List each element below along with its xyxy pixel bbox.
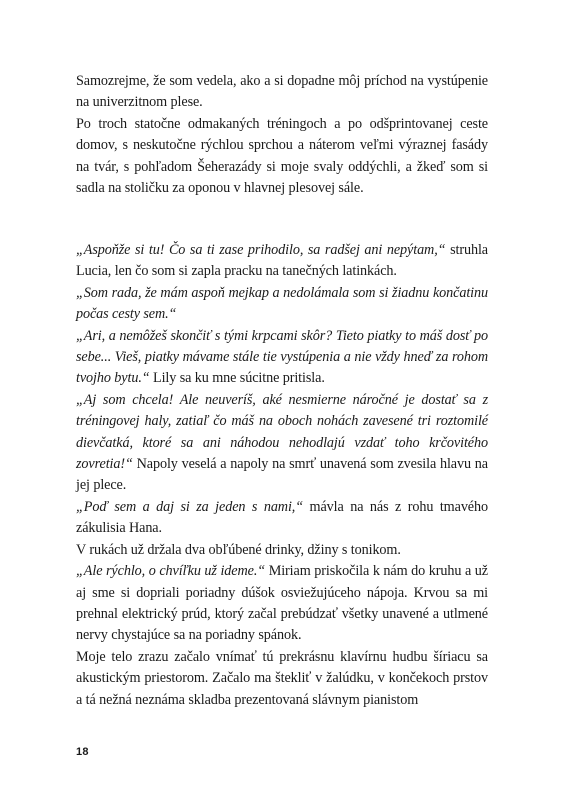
paragraph xyxy=(76,283,488,326)
narrative-text: V rukách už držala dva obľúbené drinky, džiny s tonikom. xyxy=(76,541,401,558)
dialogue-text: „Aspoňže si tu! Čo sa ti zase prihodilo, sa radšej ani nepýtam,“ xyxy=(76,242,446,258)
dialogue-text: „Ale rýchlo, o chvíľku už ideme.“ xyxy=(76,563,266,580)
paragraph xyxy=(76,497,488,540)
narrative-text: Samozrejme, že som vedela, ako a si dopadne môj príchod na vystúpenie na univerzitnom plese. xyxy=(76,73,488,111)
paragraph xyxy=(76,390,488,497)
paragraph xyxy=(76,647,488,711)
paragraph xyxy=(76,561,488,647)
text-section-1 xyxy=(76,71,488,199)
paragraph xyxy=(76,71,488,114)
dialogue-text: „Poď sem a daj si za jeden s nami,“ xyxy=(76,498,304,515)
paragraph xyxy=(76,114,488,200)
narrative-text: Lily sa ku mne súcitne pritisla. xyxy=(149,370,325,387)
narrative-text: Miriam priskočila k nám do kruhu a už aj sme si dopriali poriadny dúšok osviežujúceho nápoja. Krvou sa mi prehnal elektrický prúd, ktorý začal prebúdzať všetky unavené a utlmené nervy chystajúce sa na poriadny spánok. xyxy=(76,563,488,644)
paragraph xyxy=(76,540,488,561)
dialogue-text: „Ari, a nemôžeš skončiť s tými krpcami skôr? Tieto piatky to máš dosť po sebe... Vieš, piatky mávame stále tie vystúpenia a nie vždy hneď za rohom tvojho bytu.“ xyxy=(76,327,488,387)
narrative-text: struhla Lucia, len čo som si zapla pracku na tanečných latinkách. xyxy=(76,242,488,280)
narrative-text: Moje telo zrazu začalo vnímať tú prekrásnu klavírnu hudbu šíriacu sa akustickým priestorom. Začalo ma štekliť v žalúdku, v končekoch prstov a tá nežná neznáma skladba prezentovaná slávnym pianistom xyxy=(76,648,488,708)
paragraph xyxy=(76,240,488,283)
paragraph xyxy=(76,326,488,390)
narrative-text: Po troch statočne odmakaných tréningoch a po odšprintovanej ceste domov, s neskutočne rýchlou sprchou a náterom veľmi výraznej fasády na tvár, s pohľadom Šeherazády si moje svaly oddýchli, a žkeď som si sadla na stoličku za oponou v hlavnej plesovej sále. xyxy=(76,115,488,197)
page-number: 18 xyxy=(76,746,89,758)
narrative-text: Napoly veselá a napoly na smrť unavená som zvesila hlavu na jej plece. xyxy=(76,456,488,494)
text-section-2 xyxy=(76,240,488,711)
narrative-text: mávla na nás z rohu tmavého zákulisia Hana. xyxy=(76,498,488,537)
dialogue-text: „Som rada, že mám aspoň mejkap a nedolámala som si žiadnu končatinu počas cesty sem.“ xyxy=(76,284,488,323)
dialogue-text: „Aj som chcela! Ale neuveríš, aké nesmierne náročné je dostať sa z tréningovej haly, zatiaľ čo máš na oboch nohách zavesené tri roztomilé dievčatká, ktoré sa ani náhodou nehodlajú vzdať toho krčovitého zovretia!“ xyxy=(76,391,488,473)
